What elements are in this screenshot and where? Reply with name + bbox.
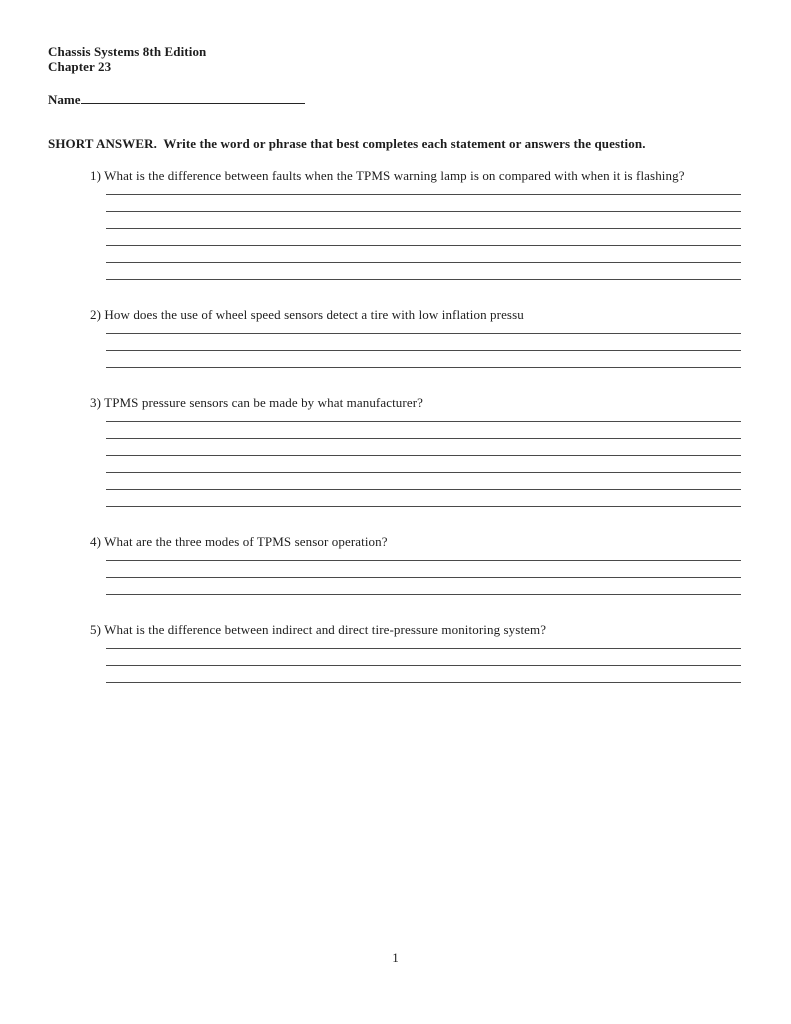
answer-line — [106, 456, 741, 473]
question-number: 4) — [90, 534, 102, 549]
question-body: What is the difference between faults when the TPMS warning lamp is on compared with when it is flashing? — [104, 168, 685, 183]
answer-line — [106, 578, 741, 595]
question-text — [90, 168, 708, 183]
answer-line — [106, 212, 741, 229]
question-number: 2) — [90, 307, 102, 322]
chapter-title: Chapter 23 — [48, 59, 112, 74]
question-text — [90, 395, 708, 410]
answer-line — [106, 549, 741, 561]
answer-line — [106, 322, 741, 334]
section-instruction: SHORT ANSWER. Write the word or phrase that best completes each statement or answers the question. — [48, 136, 646, 151]
document-header — [48, 44, 743, 74]
answer-line — [106, 422, 741, 439]
question-body: How does the use of wheel speed sensors detect a tire with low inflation pressu — [104, 307, 524, 322]
answer-line — [106, 263, 741, 280]
answer-lines — [106, 637, 741, 683]
answer-line — [106, 195, 741, 212]
answer-line — [106, 410, 741, 422]
answer-line — [106, 334, 741, 351]
answer-line — [106, 561, 741, 578]
answer-line — [106, 351, 741, 368]
answer-line — [106, 246, 741, 263]
answer-line — [106, 229, 741, 246]
question-body: What is the difference between indirect and direct tire-pressure monitoring system? — [104, 622, 547, 637]
answer-line — [106, 666, 741, 683]
question-number: 5) — [90, 622, 102, 637]
question-text — [90, 307, 708, 322]
answer-lines — [106, 322, 741, 368]
question-body: What are the three modes of TPMS sensor operation? — [104, 534, 388, 549]
answer-lines — [106, 549, 741, 595]
question-number: 1) — [90, 168, 102, 183]
name-label: Name — [48, 92, 81, 107]
question-block-2 — [90, 307, 708, 368]
book-title: Chassis Systems 8th Edition — [48, 44, 207, 59]
question-block-3 — [90, 395, 708, 507]
name-blank-line — [81, 93, 305, 104]
question-number: 3) — [90, 395, 102, 410]
question-block-5 — [90, 622, 708, 683]
answer-line — [106, 183, 741, 195]
answer-line — [106, 439, 741, 456]
answer-line — [106, 473, 741, 490]
question-block-1 — [90, 168, 708, 280]
question-block-4 — [90, 534, 708, 595]
answer-lines — [106, 183, 741, 280]
answer-line — [106, 649, 741, 666]
question-body: TPMS pressure sensors can be made by what manufacturer? — [104, 395, 424, 410]
question-text — [90, 622, 708, 637]
page-number: 1 — [392, 950, 399, 965]
question-text — [90, 534, 708, 549]
answer-lines — [106, 410, 741, 507]
answer-line — [106, 490, 741, 507]
answer-line — [106, 637, 741, 649]
name-field — [48, 92, 743, 107]
questions — [48, 168, 708, 683]
